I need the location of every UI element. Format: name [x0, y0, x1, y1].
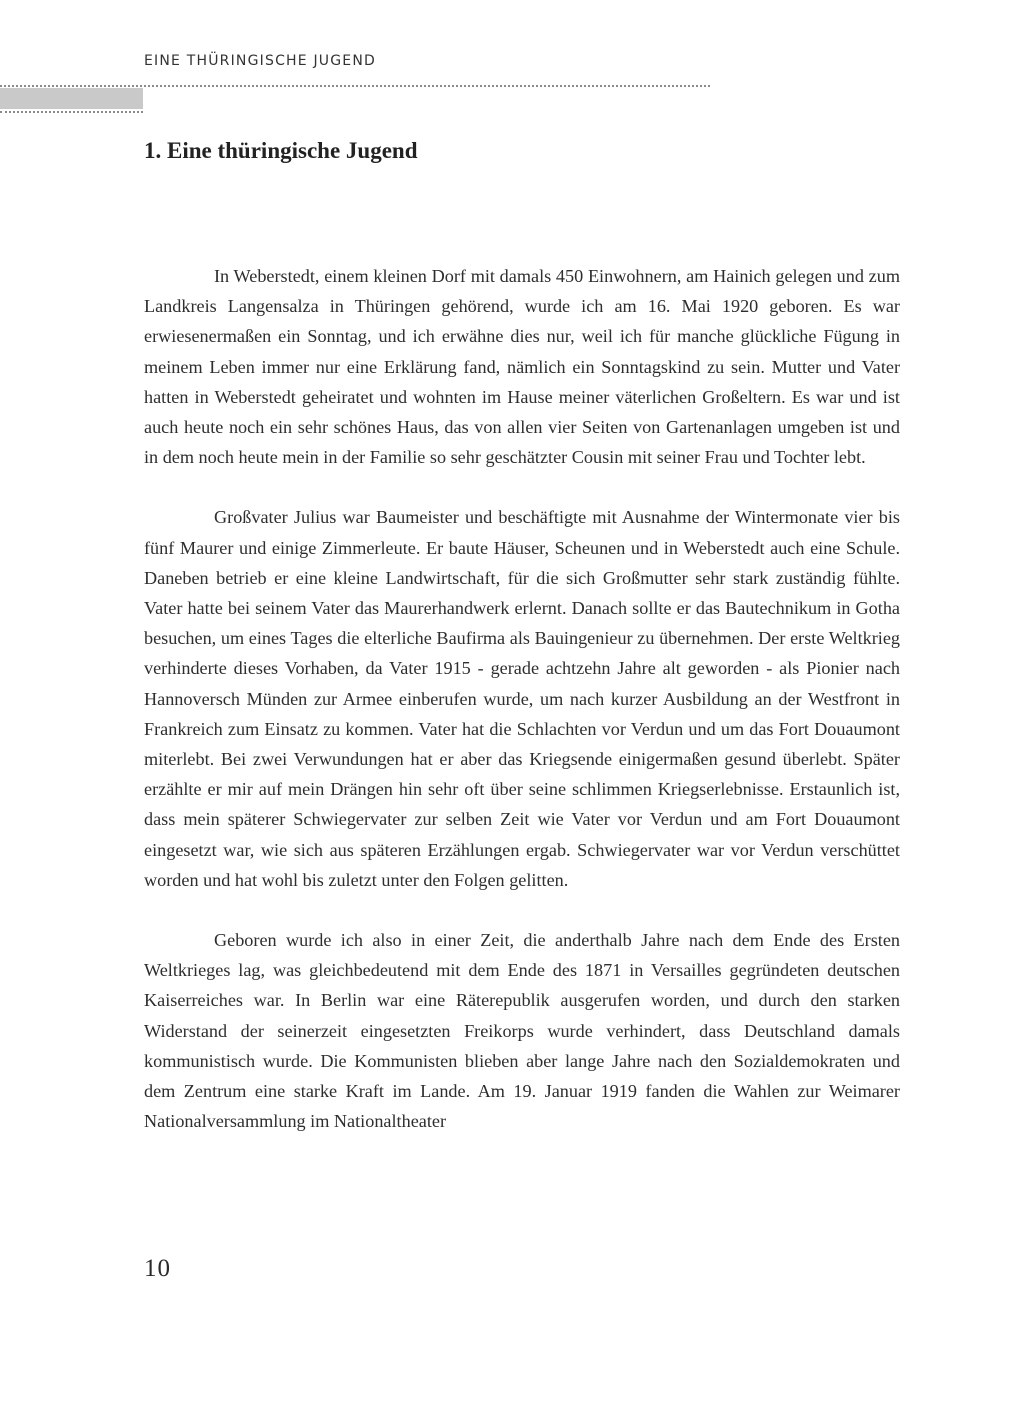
paragraph-2: Großvater Julius war Baumeister und beschäftigte mit Ausnahme der Wintermonate vier bis fünf Maurer und einige Zimmerleute. Er baute Häuser, Scheunen und in Weberstedt auch eine Schule. Daneben betrieb er eine kleine Landwirtschaft, für die sich Großmutter sehr stark zuständig fühlte. Vater hatte bei seinem Vater das Maurerhandwerk erlernt. Danach sollte er das Bautechnikum in Gotha besuchen, um eines Tages die elterliche Baufirma als Bauingenieur zu übernehmen. Der erste Weltkrieg verhinderte dieses Vorhaben, da Vater 1915 - gerade achtzehn Jahre alt geworden - als Pionier nach Hannoversch Münden zur Armee einberufen wurde, um nach kurzer Ausbildung an der Westfront in Frankreich zum Einsatz zu kommen. Vater hat die Schlachten vor Verdun und um das Fort Douaumont miterlebt. Bei zwei Verwundungen hat er aber das Kriegsende einigermaßen gesund überlebt. Später erzählte er mir auf mein Drängen hin sehr oft über seine schlimmen Kriegserlebnisse. Erstaunlich ist, dass mein späterer Schwiegervater zur selben Zeit wie Vater vor Verdun und am Fort Douaumont eingesetzt war, wie sich aus späteren Erzählungen ergab. Schwiegervater war vor Verdun verschüttet worden und hat wohl bis zuletzt unter den Folgen gelitten.: [144, 507, 900, 890]
page-number: 10: [144, 1255, 171, 1282]
header-gray-block: [0, 88, 143, 109]
header-block-dotted-rule: [0, 111, 143, 113]
running-head: EINE THÜRINGISCHE JUGEND: [144, 53, 376, 69]
paragraph-3: Geboren wurde ich also in einer Zeit, die anderthalb Jahre nach dem Ende des Ersten Weltkrieges lag, was gleichbedeutend mit dem Ende des 1871 in Versailles gegründeten deutschen Kaiserreiches war. In Berlin war eine Räterepublik ausgerufen worden, und durch den starken Widerstand der seinerzeit eingesetzten Freikorps wurde verhindert, dass Deutschland damals kommunistisch wurde. Die Kommunisten blieben aber lange Jahre nach den Sozialdemokraten und dem Zentrum eine starke Kraft im Lande. Am 19. Januar 1919 fanden die Wahlen zur Weimarer Nationalversammlung im Nationaltheater: [144, 930, 900, 1132]
body-text: [144, 261, 900, 1166]
paragraph-1: In Weberstedt, einem kleinen Dorf mit damals 450 Einwohnern, am Hainich gelegen und zum Landkreis Langensalza in Thüringen gehörend, wurde ich am 16. Mai 1920 geboren. Es war erwiesenermaßen ein Sonntag, und ich erwähne dies nur, weil ich für manche glückliche Fügung in meinem Leben immer nur eine Erklärung fand, nämlich ein Sonntagskind zu sein. Mutter und Vater hatten in Weberstedt geheiratet und wohnten im Hause meiner väterlichen Großeltern. Es war und ist auch heute noch ein sehr schönes Haus, das von allen vier Seiten von Gartenanlagen umgeben ist und in dem noch heute mein in der Familie so sehr geschätzter Cousin mit seiner Frau und Tochter lebt.: [144, 266, 900, 468]
chapter-title: 1. Eine thüringische Jugend: [144, 138, 418, 163]
header-dotted-rule: [0, 85, 710, 87]
